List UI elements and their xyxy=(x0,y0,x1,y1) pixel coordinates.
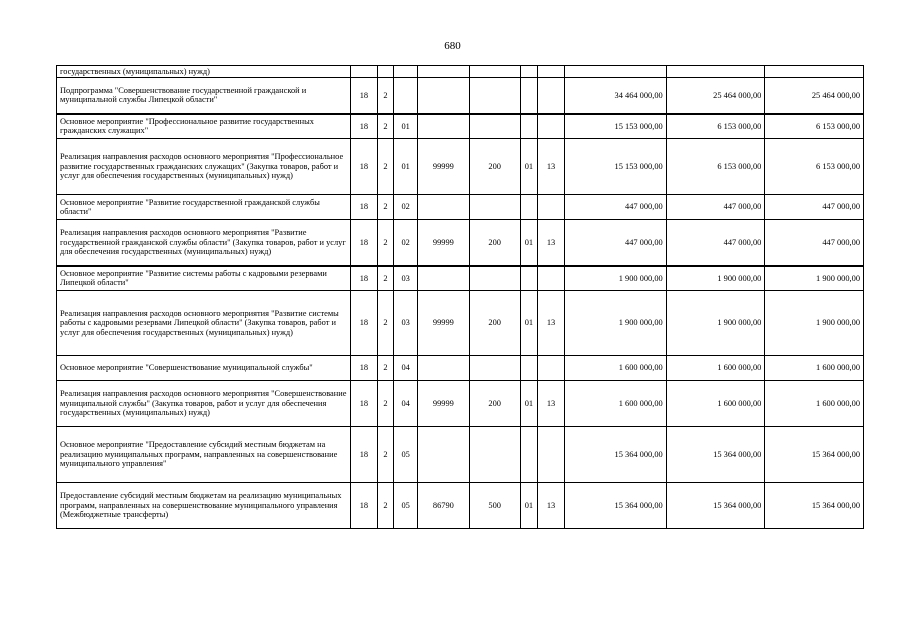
table-row xyxy=(57,139,864,195)
row-amount-2: 6 153 000,00 xyxy=(666,139,765,195)
row-code-7 xyxy=(537,427,564,483)
row-amount-1: 1 900 000,00 xyxy=(565,266,667,291)
table-row xyxy=(57,78,864,114)
row-code-7: 13 xyxy=(537,483,564,529)
row-amount-3: 1 900 000,00 xyxy=(765,266,864,291)
row-code-1: 18 xyxy=(350,427,377,483)
row-code-7 xyxy=(537,66,564,78)
row-amount-1: 447 000,00 xyxy=(565,195,667,220)
row-code-1 xyxy=(350,66,377,78)
row-code-1: 18 xyxy=(350,78,377,114)
row-amount-3: 1 600 000,00 xyxy=(765,381,864,427)
table-row xyxy=(57,381,864,427)
row-code-5 xyxy=(469,356,520,381)
row-name: Основное мероприятие "Развитие государственной гражданской службы области" xyxy=(57,195,351,220)
row-code-7: 13 xyxy=(537,220,564,266)
row-code-1: 18 xyxy=(350,195,377,220)
row-code-2: 2 xyxy=(377,356,393,381)
row-amount-3: 25 464 000,00 xyxy=(765,78,864,114)
page-number: 680 xyxy=(444,40,461,52)
row-amount-1: 1 600 000,00 xyxy=(565,381,667,427)
row-code-6 xyxy=(520,114,537,139)
row-code-3: 05 xyxy=(394,483,418,529)
row-code-6 xyxy=(520,356,537,381)
row-amount-1: 1 900 000,00 xyxy=(565,291,667,356)
row-code-4 xyxy=(418,427,469,483)
row-code-4 xyxy=(418,266,469,291)
table-row xyxy=(57,356,864,381)
row-code-6: 01 xyxy=(520,220,537,266)
row-code-3: 04 xyxy=(394,356,418,381)
row-code-6: 01 xyxy=(520,381,537,427)
row-code-7 xyxy=(537,195,564,220)
row-amount-3: 15 364 000,00 xyxy=(765,483,864,529)
row-amount-3: 6 153 000,00 xyxy=(765,139,864,195)
row-name: Основное мероприятие "Совершенствование муниципальной службы" xyxy=(57,356,351,381)
row-code-4 xyxy=(418,195,469,220)
row-code-3: 02 xyxy=(394,195,418,220)
row-name: Подпрограмма "Совершенствование государственной гражданской и муниципальной службы Липецкой области" xyxy=(57,78,351,114)
row-code-2: 2 xyxy=(377,381,393,427)
row-name: Основное мероприятие "Развитие системы работы с кадровыми резервами Липецкой области" xyxy=(57,266,351,291)
row-code-7 xyxy=(537,266,564,291)
row-code-6 xyxy=(520,266,537,291)
row-amount-3: 6 153 000,00 xyxy=(765,114,864,139)
row-code-4: 99999 xyxy=(418,220,469,266)
table-row xyxy=(57,291,864,356)
row-code-6: 01 xyxy=(520,291,537,356)
row-amount-3: 1 600 000,00 xyxy=(765,356,864,381)
row-code-1: 18 xyxy=(350,266,377,291)
row-code-2: 2 xyxy=(377,427,393,483)
row-code-4 xyxy=(418,356,469,381)
row-name: государственных (муниципальных) нужд) xyxy=(57,66,351,78)
row-code-4: 99999 xyxy=(418,291,469,356)
row-amount-3 xyxy=(765,66,864,78)
row-code-4 xyxy=(418,114,469,139)
row-code-1: 18 xyxy=(350,356,377,381)
row-amount-2: 1 900 000,00 xyxy=(666,266,765,291)
row-code-6 xyxy=(520,427,537,483)
row-code-2: 2 xyxy=(377,291,393,356)
row-code-6: 01 xyxy=(520,483,537,529)
row-code-3: 01 xyxy=(394,114,418,139)
row-code-4: 99999 xyxy=(418,381,469,427)
row-code-2: 2 xyxy=(377,114,393,139)
row-amount-2: 447 000,00 xyxy=(666,220,765,266)
table-row xyxy=(57,220,864,266)
row-code-2: 2 xyxy=(377,195,393,220)
row-amount-3: 15 364 000,00 xyxy=(765,427,864,483)
row-code-4 xyxy=(418,78,469,114)
row-code-3: 04 xyxy=(394,381,418,427)
row-amount-2 xyxy=(666,66,765,78)
row-amount-1: 34 464 000,00 xyxy=(565,78,667,114)
row-amount-1 xyxy=(565,66,667,78)
row-code-5: 200 xyxy=(469,381,520,427)
row-code-5: 200 xyxy=(469,220,520,266)
row-name: Основное мероприятие "Предоставление субсидий местным бюджетам на реализацию муниципальных программ, направленных на совершенствование муниципального управления" xyxy=(57,427,351,483)
row-code-4: 86790 xyxy=(418,483,469,529)
row-code-1: 18 xyxy=(350,381,377,427)
row-code-1: 18 xyxy=(350,114,377,139)
row-code-5 xyxy=(469,114,520,139)
row-amount-2: 6 153 000,00 xyxy=(666,114,765,139)
row-code-3: 01 xyxy=(394,139,418,195)
row-code-5 xyxy=(469,66,520,78)
row-code-7: 13 xyxy=(537,291,564,356)
row-code-2: 2 xyxy=(377,220,393,266)
row-code-1: 18 xyxy=(350,139,377,195)
row-code-7 xyxy=(537,356,564,381)
row-code-6: 01 xyxy=(520,139,537,195)
table-row xyxy=(57,195,864,220)
row-code-7: 13 xyxy=(537,381,564,427)
row-code-5 xyxy=(469,195,520,220)
row-amount-2: 15 364 000,00 xyxy=(666,483,765,529)
table-row xyxy=(57,483,864,529)
row-code-3 xyxy=(394,78,418,114)
row-code-4: 99999 xyxy=(418,139,469,195)
row-amount-1: 447 000,00 xyxy=(565,220,667,266)
row-code-1: 18 xyxy=(350,483,377,529)
row-code-4 xyxy=(418,66,469,78)
row-code-1: 18 xyxy=(350,291,377,356)
row-code-3: 05 xyxy=(394,427,418,483)
row-code-2: 2 xyxy=(377,266,393,291)
row-amount-3: 1 900 000,00 xyxy=(765,291,864,356)
row-code-2: 2 xyxy=(377,78,393,114)
table-row xyxy=(57,114,864,139)
row-name: Реализация направления расходов основного мероприятия "Профессиональное развитие государственных гражданских служащих" (Закупка товаров, работ и услуг для обеспечения государственных (муниципальных) нужд) xyxy=(57,139,351,195)
budget-table xyxy=(56,65,864,529)
row-code-5: 200 xyxy=(469,291,520,356)
row-amount-2: 1 600 000,00 xyxy=(666,381,765,427)
row-name: Реализация направления расходов основного мероприятия "Совершенствование муниципальной службы" (Закупка товаров, работ и услуг для обеспечения государственных (муниципальных) нужд) xyxy=(57,381,351,427)
row-amount-2: 15 364 000,00 xyxy=(666,427,765,483)
row-code-6 xyxy=(520,78,537,114)
row-code-1: 18 xyxy=(350,220,377,266)
row-code-3: 03 xyxy=(394,266,418,291)
table-row xyxy=(57,266,864,291)
row-code-3: 03 xyxy=(394,291,418,356)
row-code-2 xyxy=(377,66,393,78)
row-code-5: 200 xyxy=(469,139,520,195)
row-amount-3: 447 000,00 xyxy=(765,220,864,266)
row-amount-1: 15 153 000,00 xyxy=(565,114,667,139)
row-code-5 xyxy=(469,78,520,114)
row-amount-1: 1 600 000,00 xyxy=(565,356,667,381)
row-name: Реализация направления расходов основного мероприятия "Развитие государственной гражданской службы области" (Закупка товаров, работ и услуг для обеспечения государственных (муниципальных) нужд) xyxy=(57,220,351,266)
row-amount-2: 25 464 000,00 xyxy=(666,78,765,114)
row-code-6 xyxy=(520,66,537,78)
row-code-7 xyxy=(537,78,564,114)
row-name: Предоставление субсидий местным бюджетам на реализацию муниципальных программ, направленных на совершенствование муниципального управления (Межбюджетные трансферты) xyxy=(57,483,351,529)
row-amount-1: 15 153 000,00 xyxy=(565,139,667,195)
row-amount-2: 447 000,00 xyxy=(666,195,765,220)
row-code-6 xyxy=(520,195,537,220)
row-code-2: 2 xyxy=(377,139,393,195)
row-code-3: 02 xyxy=(394,220,418,266)
row-code-2: 2 xyxy=(377,483,393,529)
row-amount-1: 15 364 000,00 xyxy=(565,427,667,483)
row-amount-2: 1 600 000,00 xyxy=(666,356,765,381)
row-amount-3: 447 000,00 xyxy=(765,195,864,220)
row-code-7 xyxy=(537,114,564,139)
row-amount-1: 15 364 000,00 xyxy=(565,483,667,529)
row-code-3 xyxy=(394,66,418,78)
table-row xyxy=(57,66,864,78)
row-name: Реализация направления расходов основного мероприятия "Развитие системы работы с кадровыми резервами Липецкой области" (Закупка товаров, работ и услуг для обеспечения государственных (муниципальных) нужд) xyxy=(57,291,351,356)
row-code-5 xyxy=(469,266,520,291)
row-name: Основное мероприятие "Профессиональное развитие государственных гражданских служащих" xyxy=(57,114,351,139)
row-amount-2: 1 900 000,00 xyxy=(666,291,765,356)
row-code-5: 500 xyxy=(469,483,520,529)
row-code-7: 13 xyxy=(537,139,564,195)
table-row xyxy=(57,427,864,483)
row-code-5 xyxy=(469,427,520,483)
